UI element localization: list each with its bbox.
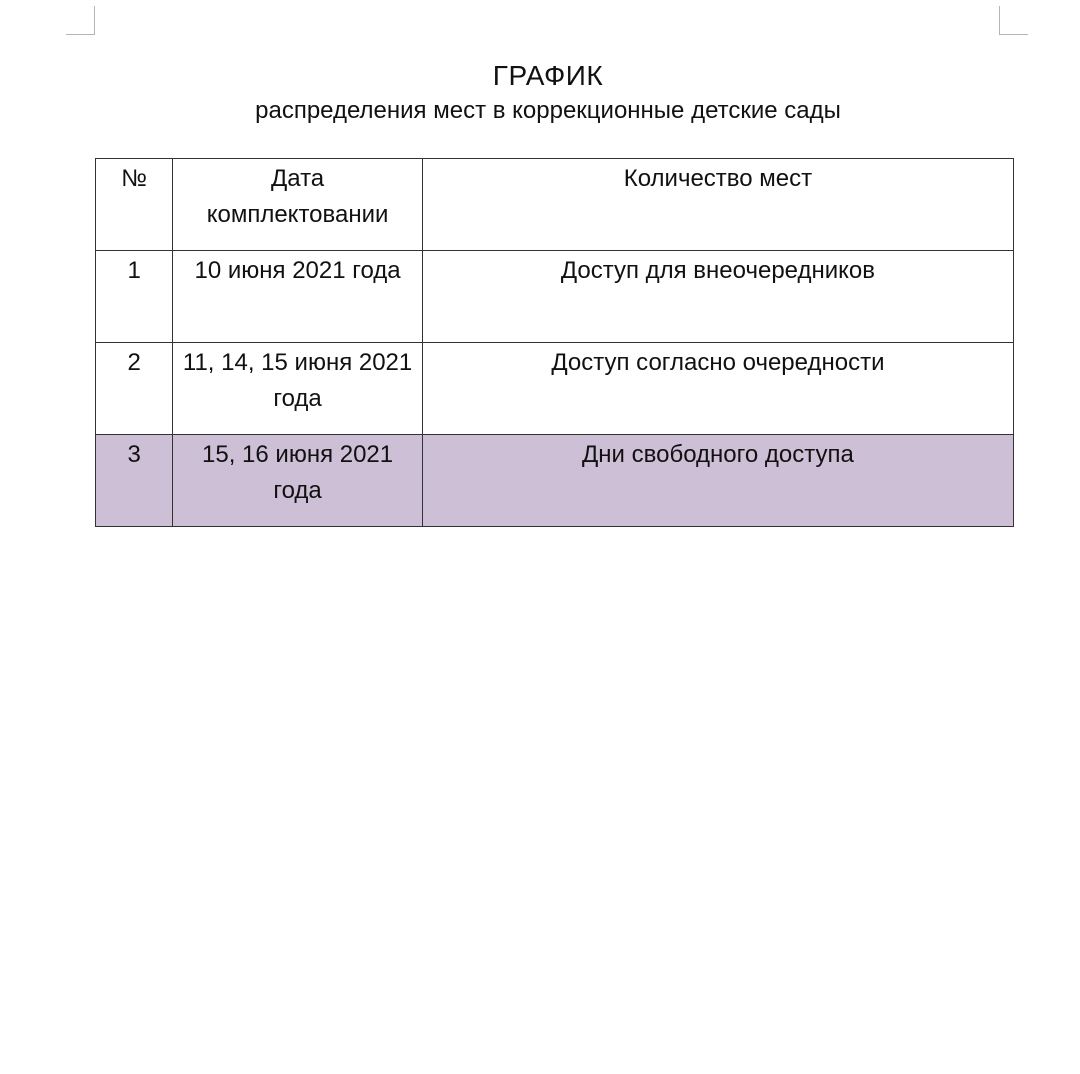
cell-number: 3 bbox=[96, 435, 173, 527]
table-row bbox=[96, 251, 1014, 343]
cell-count: Доступ согласно очередности bbox=[422, 343, 1013, 435]
document-subtitle: распределения мест в коррекционные детские сады bbox=[255, 97, 841, 124]
crop-mark-right bbox=[999, 6, 1028, 35]
cell-count: Дни свободного доступа bbox=[422, 435, 1013, 527]
cell-number: 2 bbox=[96, 343, 173, 435]
crop-mark-left bbox=[66, 6, 95, 35]
cell-date: 10 июня 2021 года bbox=[173, 251, 423, 343]
cell-date: 11, 14, 15 июня 2021 года bbox=[173, 343, 423, 435]
document-title: ГРАФИК bbox=[492, 60, 604, 91]
header-date: Дата комплектовании bbox=[173, 159, 423, 251]
schedule-table bbox=[95, 158, 1014, 527]
cell-count: Доступ для внеочередников bbox=[422, 251, 1013, 343]
cell-date: 15, 16 июня 2021 года bbox=[173, 435, 423, 527]
table-row bbox=[96, 343, 1014, 435]
header-count: Количество мест bbox=[422, 159, 1013, 251]
header-number: № bbox=[96, 159, 173, 251]
table-header-row bbox=[96, 159, 1014, 251]
table-row-highlighted bbox=[96, 435, 1014, 527]
cell-number: 1 bbox=[96, 251, 173, 343]
